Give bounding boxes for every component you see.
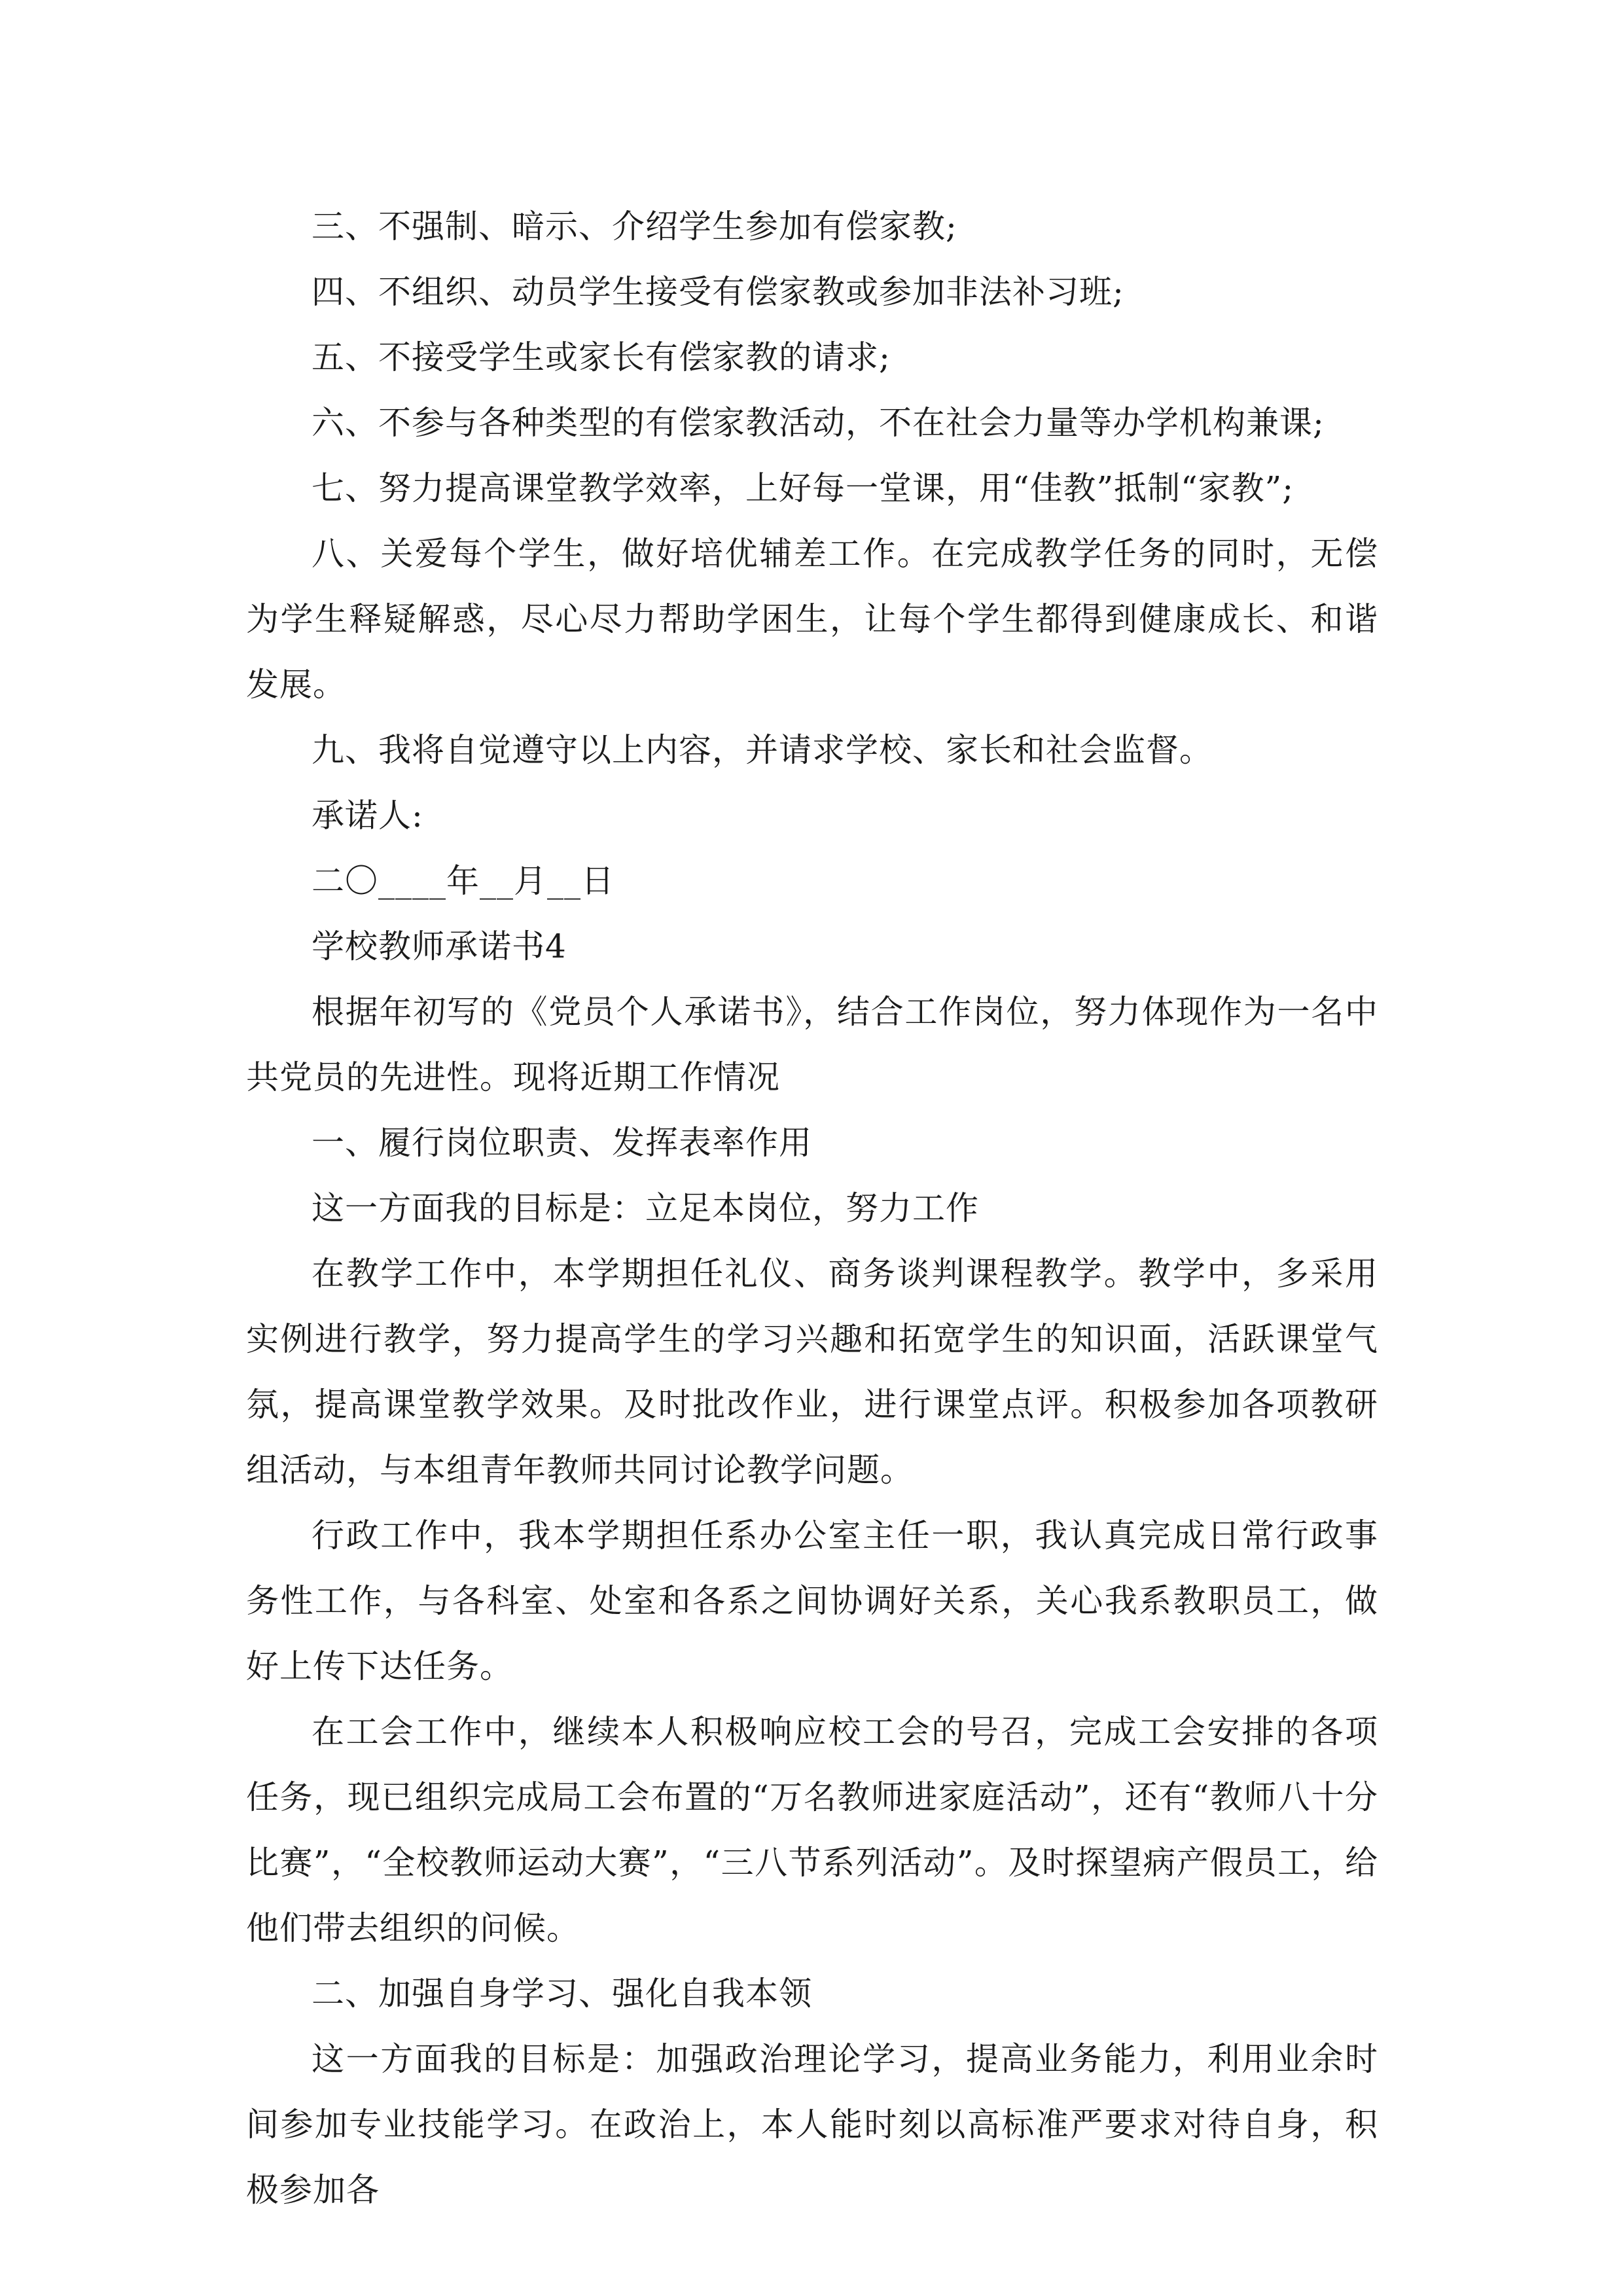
goal-study: 这一方面我的目标是：加强政治理论学习，提高业务能力，利用业余时间参加专业技能学习。在政治上，本人能时刻以高标准严要求对待自身，积极参加各 bbox=[246, 2040, 1378, 2209]
document-body bbox=[246, 194, 1378, 2223]
clause-4: 四、不组织、动员学生接受有偿家教或参加非法补习班; bbox=[312, 273, 1124, 311]
heading-duties: 一、履行岗位职责、发挥表率作用 bbox=[312, 1124, 812, 1162]
intro-paragraph: 根据年初写的《党员个人承诺书》，结合工作岗位，努力体现作为一名中共党员的先进性。现将近期工作情况 bbox=[246, 993, 1378, 1096]
date-line: 二〇____年__月__日 bbox=[312, 862, 615, 900]
clause-8: 八、关爱每个学生，做好培优辅差工作。在完成教学任务的同时，无偿为学生释疑解惑，尽心尽力帮助学困生，让每个学生都得到健康成长、和谐发展。 bbox=[246, 535, 1378, 704]
admin-paragraph: 行政工作中，我本学期担任系办公室主任一职，我认真完成日常行政事务性工作，与各科室、处室和各系之间协调好关系，关心我系教职员工，做好上传下达任务。 bbox=[246, 1516, 1378, 1685]
clause-5: 五、不接受学生或家长有偿家教的请求; bbox=[312, 338, 891, 376]
clause-9: 九、我将自觉遵守以上内容，并请求学校、家长和社会监督。 bbox=[312, 731, 1213, 769]
clause-3: 三、不强制、暗示、介绍学生参加有偿家教; bbox=[312, 207, 957, 245]
heading-study: 二、加强自身学习、强化自我本领 bbox=[312, 1975, 812, 2013]
union-paragraph: 在工会工作中，继续本人积极响应校工会的号召，完成工会安排的各项任务，现已组织完成局工会布置的“万名教师进家庭活动”，还有“教师八十分比赛”，“全校教师运动大赛”，“三八节系列活动”。及时探望病产假员工，给他们带去组织的问候。 bbox=[246, 1713, 1378, 1947]
clause-6: 六、不参与各种类型的有偿家教活动，不在社会力量等办学机构兼课; bbox=[312, 404, 1325, 442]
signer-line: 承诺人: bbox=[312, 797, 423, 834]
teaching-paragraph: 在教学工作中，本学期担任礼仪、商务谈判课程教学。教学中，多采用实例进行教学，努力提高学生的学习兴趣和拓宽学生的知识面，活跃课堂气氛，提高课堂教学效果。及时批改作业，进行课堂点评。积极参加各项教研组活动，与本组青年教师共同讨论教学问题。 bbox=[246, 1255, 1378, 1489]
section-title: 学校教师承诺书4 bbox=[312, 927, 567, 965]
clause-7: 七、努力提高课堂教学效率，上好每一堂课，用“佳教”抵制“家教”; bbox=[312, 469, 1294, 507]
goal-duties: 这一方面我的目标是：立足本岗位，努力工作 bbox=[312, 1189, 979, 1227]
